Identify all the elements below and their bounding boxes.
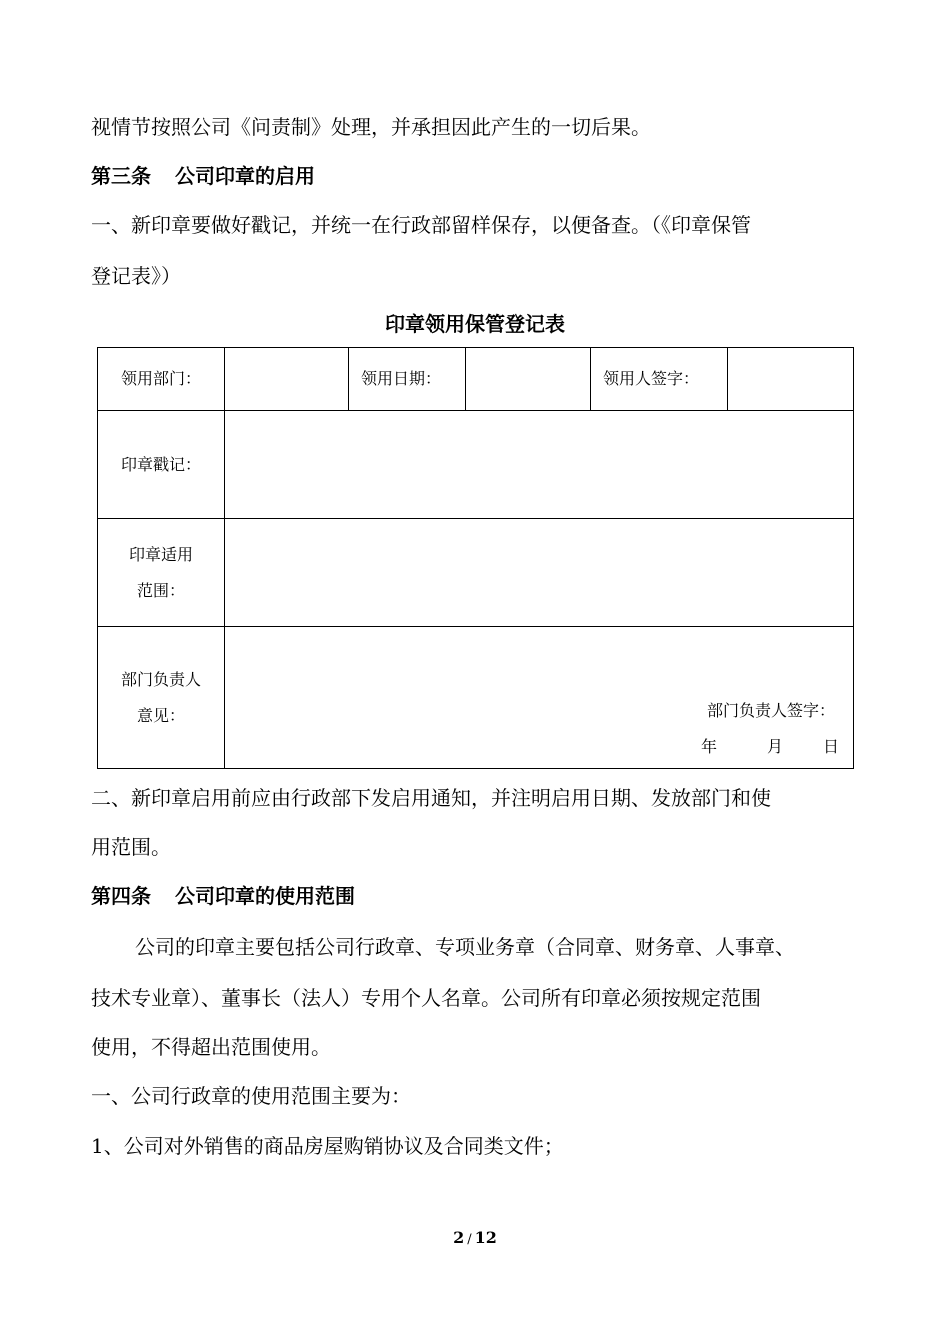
article-4-title: 公司印章的使用范围 — [175, 884, 355, 908]
current-page: 2 — [453, 1228, 465, 1247]
paragraph-text: 二、新印章启用前应由行政部下发启用通知，并注明启用日期、发放部门和使 — [91, 786, 771, 810]
opinion-label — [98, 627, 225, 769]
head-signature-label: 部门负责人签字： — [706, 701, 835, 720]
paragraph-text: 用范围。 — [91, 835, 171, 859]
signer-value-cell[interactable] — [728, 348, 854, 411]
opinion-label-line: 部门负责人 — [120, 669, 201, 689]
dept-value-cell[interactable] — [225, 348, 349, 411]
month-label: 月 — [767, 737, 784, 756]
signature-date — [701, 735, 839, 759]
paragraph-text: 视情节按照公司《问责制》处理，并承担因此产生的一切后果。 — [91, 115, 651, 139]
article-3-heading — [91, 164, 315, 188]
paragraph-text: 1、公司对外销售的商品房屋购销协议及合同类文件； — [91, 1134, 564, 1158]
page-number — [0, 1228, 950, 1247]
page-separator: / — [467, 1232, 472, 1247]
opinion-label-line: 意见： — [136, 705, 185, 725]
scope-label — [98, 519, 225, 627]
paragraph-text: 使用，不得超出范围使用。 — [91, 1035, 331, 1059]
scope-label-line: 印章适用 — [128, 544, 193, 564]
article-4-heading — [91, 884, 355, 908]
scope-value-cell[interactable] — [225, 519, 854, 627]
paragraph-text: 技术专业章）、董事长（法人）专用个人名章。公司所有印章必须按规定范围 — [91, 986, 761, 1010]
article-4-number: 第四条 — [91, 884, 151, 908]
paragraph-text: 公司的印章主要包括公司行政章、专项业务章（合同章、财务章、人事章、 — [135, 935, 795, 959]
date-value-cell[interactable] — [466, 348, 591, 411]
paragraph-text: 一、新印章要做好戳记，并统一在行政部留样保存，以便备查。（《印章保管 — [91, 213, 751, 237]
date-label: 领用日期： — [349, 348, 466, 411]
opinion-value-cell[interactable] — [225, 627, 854, 769]
day-label: 日 — [823, 737, 840, 756]
scope-label-line: 范围： — [136, 580, 185, 600]
article-3-number: 第三条 — [91, 164, 151, 188]
stamp-value-cell[interactable] — [225, 411, 854, 519]
stamp-label: 印章戳记： — [98, 411, 225, 519]
paragraph-text: 登记表》） — [91, 264, 181, 288]
signer-label: 领用人签字： — [591, 348, 728, 411]
dept-label: 领用部门： — [98, 348, 225, 411]
table-title: 印章领用保管登记表 — [385, 312, 565, 336]
seal-register-table — [97, 347, 854, 769]
year-label: 年 — [701, 737, 718, 756]
paragraph-text: 一、公司行政章的使用范围主要为： — [91, 1084, 411, 1108]
total-pages: 12 — [474, 1228, 497, 1247]
article-3-title: 公司印章的启用 — [175, 164, 315, 188]
